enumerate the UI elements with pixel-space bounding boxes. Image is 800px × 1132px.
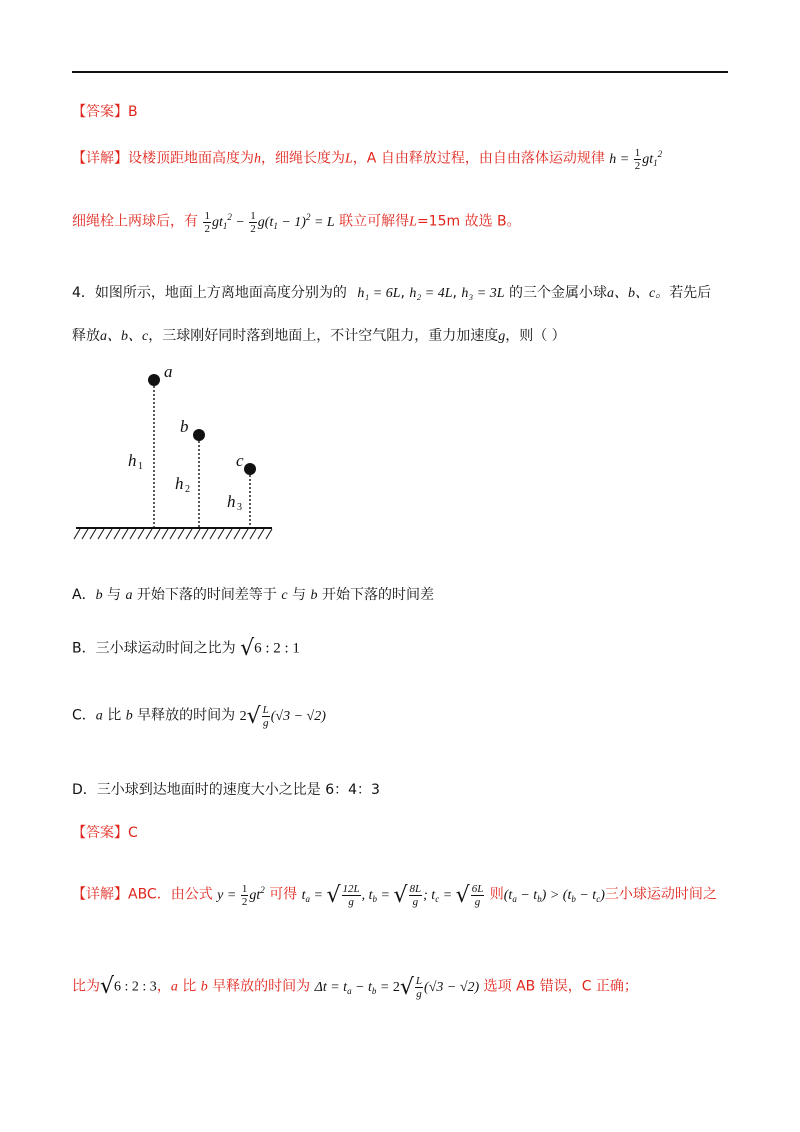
- detail-2-line-2: [72, 974, 638, 1000]
- option-text: 比: [102, 707, 126, 724]
- option-d: [72, 779, 380, 799]
- var-g: g: [498, 329, 506, 344]
- detail-text: 可得: [269, 886, 298, 903]
- detail-text: 细绳栓上两球后，有: [72, 213, 198, 230]
- var-a: a: [95, 708, 103, 724]
- option-text: 与: [287, 587, 311, 603]
- rope-equation: $\frac{1}{2}$ $gt_1^2$ − $\frac{1}{2}$ $g(t_1 - 1)^2 = L$: [204, 210, 335, 235]
- answer-2: [72, 822, 138, 842]
- sub-2: 2: [185, 484, 190, 495]
- option-text: 早释放的时间为: [132, 707, 236, 724]
- ratio-value: 6 : 2 : 3: [114, 979, 157, 995]
- ratio-expression: √6 : 2 : 1: [240, 636, 300, 661]
- label-h1: h: [128, 451, 137, 470]
- answer-tag: 【答案】: [72, 825, 128, 841]
- var-b: b: [200, 979, 208, 995]
- displacement-formula: y = $\frac{1}{2}$ $gt^2$: [217, 883, 265, 908]
- label-h2: h: [175, 474, 184, 493]
- detail-tag: 【详解】: [72, 150, 128, 167]
- option-label: A．: [72, 587, 96, 603]
- label-b: b: [180, 417, 189, 436]
- option-a: [72, 584, 434, 604]
- answer-1: [72, 101, 138, 121]
- answer-value: B: [128, 104, 138, 120]
- var-h: h: [254, 151, 261, 167]
- var-b: b: [310, 588, 318, 603]
- option-text: 开始下落的时间差等于: [132, 587, 282, 603]
- detail-2-line-1: [72, 883, 717, 908]
- var-L: L: [409, 214, 417, 230]
- detail-text: ABC．由公式: [128, 886, 213, 903]
- detail-text: 早释放的时间为: [207, 978, 311, 995]
- var-a: a: [170, 979, 178, 995]
- time-difference-expression: 2√ $\frac{L}{g}$ (√3 − √2): [239, 704, 326, 729]
- detail-text: 三小球运动时间之: [604, 886, 717, 903]
- option-c: [72, 704, 326, 729]
- ball-a: [148, 374, 160, 386]
- detail-text: ，细绳长度为: [261, 150, 345, 167]
- ball-c: [244, 463, 256, 475]
- height-h1: h₁ = 6L: [357, 286, 401, 301]
- question-text: ，三球刚好同时落到地面上，不计空气阻力，重力加速度: [148, 328, 499, 344]
- sub-1: 1: [138, 461, 143, 472]
- delta-t-expression: $\Delta t = t_a - t_b = 2√$ $\frac{L}{g}$ (√3 − √2): [314, 974, 480, 1000]
- label-h3: h: [227, 492, 236, 511]
- question-text: 释放: [72, 328, 100, 344]
- question-number: 4．: [72, 285, 95, 301]
- var-c: c: [281, 588, 288, 603]
- question-line-2: [72, 325, 566, 345]
- question-line-1: 4．如图所示，地面上方离地面高度分别为的 h₁ = 6L, h₂ = 4L, h₃ = 3L 的三个金属小球a、b、c。若先后: [72, 285, 712, 301]
- time-formulas: $t_a$ = √ $\frac{12L}{g}$ , $t_b$ = √ $\frac{8L}{g}$ ; $t_c$ = √ $\frac{6L}{g}$: [301, 883, 484, 908]
- height-h2: h₂ = 4L: [409, 286, 453, 301]
- answer-tag: 【答案】: [72, 104, 128, 120]
- balls-figure: [72, 362, 282, 547]
- result-value: =15m 故选 B。: [416, 213, 521, 230]
- detail-text: ，: [156, 978, 171, 995]
- detail-text: 设楼顶距地面高度为: [128, 150, 254, 167]
- var-a: a: [125, 588, 133, 603]
- detail-1-line-2: [72, 210, 521, 235]
- detail-1-line-1: [72, 147, 662, 172]
- option-label: C．: [72, 707, 96, 724]
- ball-names: a、b、c。: [606, 286, 670, 301]
- label-c: c: [236, 451, 244, 470]
- option-text: 与: [102, 587, 126, 603]
- detail-text: 联立可解得: [339, 213, 410, 230]
- var-L: L: [345, 151, 353, 167]
- question-text: 如图所示，地面上方离地面高度分别为的: [94, 285, 347, 301]
- free-fall-formula: h = $\frac{1}{2}$ $gt_1^2$: [609, 147, 663, 172]
- option-b: [72, 636, 300, 661]
- header-rule: [72, 71, 728, 73]
- ratio-value: 6 : 2 : 1: [254, 640, 300, 657]
- answer-value: C: [128, 825, 138, 841]
- ball-b: [193, 429, 205, 441]
- detail-text: 则: [489, 886, 504, 903]
- question-text: 的三个金属小球: [508, 285, 607, 301]
- option-text: 三小球运动时间之比为: [95, 640, 236, 657]
- var-b: b: [95, 588, 103, 603]
- question-text: ，则（ ）: [505, 328, 566, 344]
- detail-text: 比: [177, 978, 201, 995]
- var-b: b: [125, 708, 133, 724]
- question-text: 若先后: [669, 285, 712, 301]
- detail-text: ，A 自由释放过程，由自由落体运动规律: [352, 150, 605, 167]
- detail-tag: 【详解】: [72, 886, 128, 903]
- label-a: a: [164, 362, 173, 381]
- ground: [74, 528, 272, 539]
- option-label: D．: [72, 782, 97, 798]
- option-text: 三小球到达地面时的速度大小之比是 6：4：3: [96, 782, 380, 798]
- ball-names: a、b、c: [100, 329, 149, 344]
- inequality: $(t_a - t_b) > (t_b - t_c)$: [503, 887, 605, 904]
- detail-text: 选项 AB 错误，C 正确；: [483, 978, 638, 995]
- sub-3: 3: [237, 502, 242, 513]
- detail-text: 比为: [72, 978, 100, 995]
- option-text: 开始下落的时间差: [317, 587, 434, 603]
- height-h3: h₃ = 3L: [461, 286, 505, 301]
- ratio-expression: √6 : 2 : 3: [100, 974, 157, 999]
- option-label: B．: [72, 640, 96, 657]
